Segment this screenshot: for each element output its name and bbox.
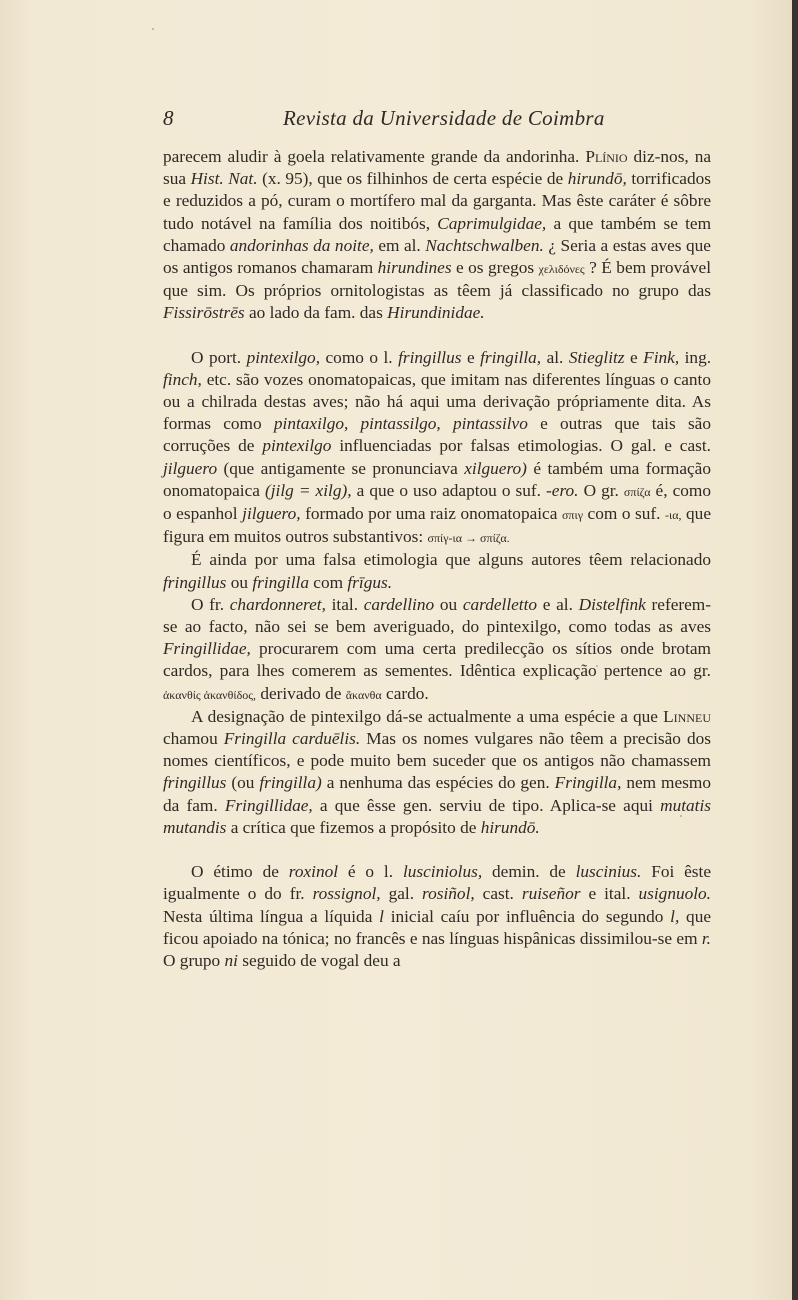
text-run: O port. <box>191 347 247 367</box>
text-run: (que antigamente se pronunciava <box>217 458 465 478</box>
italic-term: pintexilgo, <box>246 347 321 367</box>
text-run: é também uma formação onomatopaica <box>163 458 711 500</box>
text-run: a que o uso adaptou o suf. <box>351 480 547 500</box>
italic-term: mutatis mutandis <box>163 795 711 837</box>
italic-term: Fink, <box>643 347 680 367</box>
italic-term: Hist. Nat. <box>190 169 258 189</box>
italic-term: Distelfink <box>578 594 646 614</box>
text-run: formado por uma raiz onomatopaica <box>300 504 562 524</box>
text-run: seguido de vogal deu a <box>237 950 401 970</box>
italic-term: cardellino <box>363 594 435 614</box>
italic-term: -ero. <box>546 480 579 500</box>
author-name: Linneu <box>663 706 711 726</box>
greek-word: -ια, <box>664 508 682 523</box>
italic-term: usignuolo. <box>638 884 712 904</box>
paper-speck <box>152 28 154 30</box>
text-run: O gr. <box>578 480 624 500</box>
text-run: (x. 95), que os filhinhos de certa espécie de <box>257 169 568 189</box>
text-run: referem-se ao facto, não sei se bem averiguado, do pintexilgo, como todas as aves <box>163 594 712 637</box>
text-run: e <box>624 347 644 367</box>
italic-term: Fringillidae, <box>163 639 251 659</box>
running-header <box>163 104 711 134</box>
italic-term: Caprimulgidae, <box>437 213 547 233</box>
text-run: e outras que tais são corruções de <box>163 414 711 456</box>
italic-term: l, <box>670 906 680 926</box>
italic-term: xilguero) <box>464 458 527 478</box>
paragraph <box>163 594 711 706</box>
text-run: chamou <box>163 729 224 749</box>
text-run: gal. <box>380 884 423 904</box>
italic-term: (jilg = xilg), <box>264 480 352 500</box>
italic-term: hirundō. <box>480 817 540 837</box>
text-run: Foi êste igualmente o do fr. <box>163 862 712 904</box>
italic-term: Nachtschwalben. <box>425 235 544 255</box>
text-run: cardo. <box>381 683 429 703</box>
italic-term: Fringilla, <box>554 773 622 793</box>
running-title: Revista da Universidade de Coimbra <box>283 106 605 130</box>
text-run: procurarem com uma certa predilecção os sítios onde brotam cardos, para lhes comerem as sementes. Idêntica explicação pertence ao gr. <box>163 639 711 681</box>
italic-term: fringilla) <box>259 773 322 793</box>
italic-term: luscinius. <box>575 862 642 882</box>
italic-term: fringillus <box>398 347 462 367</box>
italic-term: jilguero, <box>242 504 301 524</box>
text-run: que figura em muitos outros substantivos: <box>163 504 711 547</box>
italic-term: fringilla, <box>480 347 542 367</box>
greek-word: σπίζα <box>623 484 651 499</box>
text-run: a que também se tem chamado <box>163 213 712 255</box>
greek-word: σπιγ <box>561 508 583 523</box>
italic-term: finch, <box>163 369 202 389</box>
text-run: A designação de pintexilgo dá-se actualmente a uma espécie a que <box>191 706 664 726</box>
italic-term: Fissirōstrēs <box>163 303 245 323</box>
italic-term: ni <box>224 950 238 970</box>
text-run: a nenhuma das espécies do gen. <box>321 773 555 793</box>
text-run: É ainda por uma falsa etimologia que alguns autores têem relacionado <box>191 550 711 570</box>
paragraph <box>163 146 711 325</box>
text-run: e <box>461 347 481 367</box>
text-run: ing. <box>679 347 712 367</box>
text-run: ao lado da fam. das <box>244 303 388 323</box>
text-run: como o l. <box>320 347 399 367</box>
italic-term: Fringillidae, <box>224 795 313 815</box>
text-run: a que êsse gen. serviu de tipo. Aplica-se aqui <box>312 795 661 815</box>
text-run: e os gregos <box>451 258 539 278</box>
text-run: torrificados e reduzidos a pó, curam o mortífero mal da garganta. Mas êste caráter é sôbre tudo notável na família dos noitibós, <box>163 169 711 233</box>
italic-term: cardelletto <box>462 594 538 614</box>
text-run: com <box>308 572 348 592</box>
author-name: Plínio <box>585 147 628 166</box>
text-run: que ficou apoiado na tónica; no francês e nas línguas hispânicas dissimilou-se em <box>163 906 711 948</box>
text-run: a crítica que fizemos a propósito de <box>226 817 481 837</box>
italic-term: pintaxilgo, pintassilgo, pintassilvo <box>273 414 528 434</box>
italic-term: roxinol <box>288 862 339 882</box>
text-run: etc. são vozes onomatopaicas, que imitam nas diferentes línguas o canto ou a chilrada destas aves; não há aqui uma derivação própriamente dita. As formas como <box>163 369 711 434</box>
text-run: (ou <box>226 773 260 793</box>
text-run: Mas os nomes vulgares não têem a precisão dos nomes científicos, e pode muito bem suceder que os antigos não chamassem <box>163 729 711 771</box>
paragraph <box>163 706 711 839</box>
italic-term: hirundō, <box>567 169 627 189</box>
italic-term: hirundines <box>377 258 452 278</box>
italic-term: ruiseñor <box>521 884 581 904</box>
text-run: é o l. <box>338 862 403 882</box>
greek-word: ἄκανθα <box>345 687 382 702</box>
text-run: nem mesmo da fam. <box>163 773 711 815</box>
text-run: cast. <box>474 884 522 904</box>
text-run: diz-nos, na sua <box>163 147 712 189</box>
text-run: O grupo <box>163 950 225 970</box>
text-run: ou <box>434 594 463 614</box>
italic-term: fringillus <box>163 572 227 592</box>
text-run: em al. <box>373 235 426 255</box>
text-run: e al. <box>537 594 579 614</box>
text-run: Nesta última língua a líquida <box>163 906 380 926</box>
italic-term: frīgus. <box>347 572 393 592</box>
italic-term: l <box>379 906 384 926</box>
italic-term: andorinhas da noite, <box>229 235 374 255</box>
text-run: é, como o espanhol <box>163 480 711 524</box>
text-run: e ital. <box>580 884 639 904</box>
italic-term: rosiñol, <box>422 884 475 904</box>
text-run: ou <box>226 572 253 592</box>
italic-term: fringilla <box>252 572 309 592</box>
text-run: com o suf. <box>583 504 665 524</box>
text-run: influenciadas por falsas etimologias. O gal. e cast. <box>331 436 711 456</box>
italic-term: r. <box>701 928 711 948</box>
text-run: O étimo de <box>191 862 289 882</box>
text-run: ¿ Seria a estas aves que os antigos romanos chamaram <box>163 235 711 278</box>
greek-word: ἀκανθίς ἀκανθίδος, <box>163 687 256 702</box>
body-text <box>163 146 711 972</box>
italic-term: pintexilgo <box>262 436 332 456</box>
text-run: al. <box>541 347 569 367</box>
italic-term: Fringilla carduēlis. <box>223 729 361 749</box>
paragraph <box>163 347 711 550</box>
text-run: inicial caíu por influência do segundo <box>383 906 671 926</box>
italic-term: Hirundinidae. <box>387 303 485 323</box>
italic-term: rossignol, <box>312 884 381 904</box>
text-run: parecem aludir à goela relativamente grande da andorinha. <box>163 147 586 166</box>
paragraph <box>163 861 711 972</box>
text-run: demin. de <box>482 862 576 882</box>
greek-word: σπίγ-ια → σπίζα. <box>427 531 510 546</box>
greek-word: χελιδόνες <box>538 262 585 277</box>
italic-term: fringillus <box>163 773 227 793</box>
italic-term: Stieglitz <box>568 347 625 367</box>
text-run: ? É bem provável que sim. Os próprios ornitologistas as têem já classificado no grupo das <box>163 258 711 301</box>
page-edge-shadow <box>792 0 798 1300</box>
paragraph <box>163 549 711 593</box>
text-run: O fr. <box>191 594 230 614</box>
text-run: derivado de <box>256 683 346 703</box>
text-run: ital. <box>325 594 364 614</box>
italic-term: lusciniolus, <box>402 862 483 882</box>
italic-term: jilguero <box>163 458 218 478</box>
italic-term: chardonneret, <box>229 594 326 614</box>
page-number: 8 <box>163 106 174 130</box>
